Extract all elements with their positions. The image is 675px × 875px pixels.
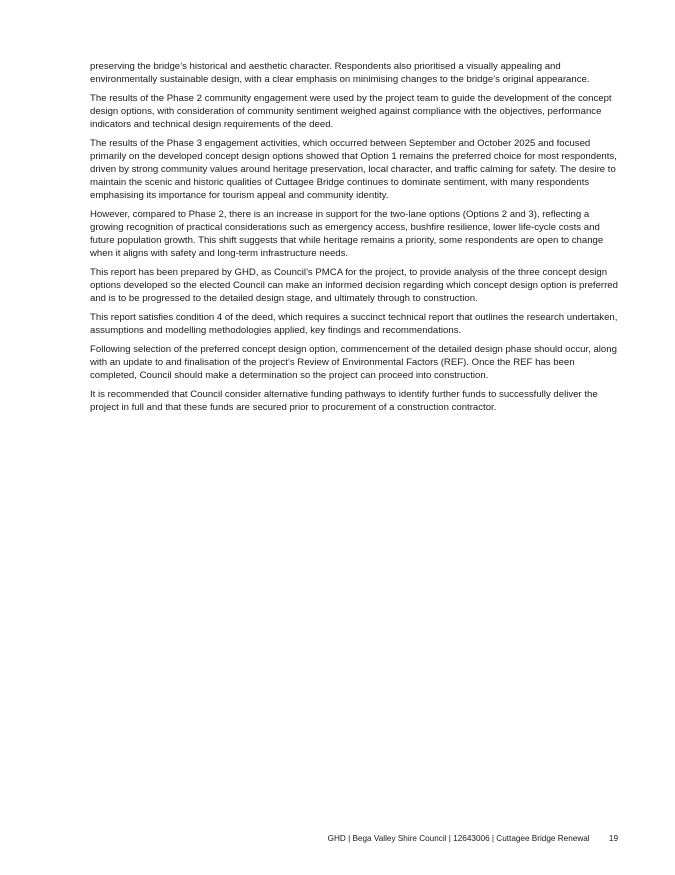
paragraph-phase3-results: The results of the Phase 3 engagement activities, which occurred between September and October 2025 and focused primarily on the developed concept design options showed that Option 1 remains the preferred choice for most respondents, driven by strong community values around heritage preservation, local character, and traffic calming for safety. The desire to maintain the scenic and historic qualities of Cuttagee Bridge continues to dominate sentiment, with many respondents emphasising its importance for tourism appeal and community identity. [90,138,617,201]
paragraph-report-purpose: This report has been prepared by GHD, as Council’s PMCA for the project, to provide analysis of the three concept design options developed so the elected Council can make an informed decision regarding which concept design option is preferred and is to be progressed to the detailed design stage, and ultimately through to construction. [90,267,618,304]
page-number: 19 [608,834,618,843]
footer-text: GHD | Bega Valley Shire Council | 12643006 | Cuttagee Bridge Renewal [327,834,590,843]
document-body [90,60,620,420]
paragraph-deed-condition: This report satisfies condition 4 of the deed, which requires a succinct technical report that outlines the research undertaken, assumptions and modelling methodologies applied, key findings and recommendations. [90,312,618,336]
paragraph-funding-recommendation: It is recommended that Council consider alternative funding pathways to identify further funds to successfully deliver the project in full and that these funds are secured prior to procurement of a construction contractor. [90,389,598,413]
paragraph-two-lane-support: However, compared to Phase 2, there is an increase in support for the two-lane options (Options 2 and 3), reflecting a growing recognition of practical considerations such as emergency access, bushfire resilience, lower life-cycle costs and future population growth. This shift suggests that while heritage remains a priority, some respondents are open to change when it aligns with safety and long-term infrastructure needs. [90,209,604,259]
paragraph-next-steps: Following selection of the preferred concept design option, commencement of the detailed design phase should occur, along with an update to and finalisation of the project’s Review of Environmental Factors (REF). Once the REF has been completed, Council should make a determination so the project can proceed into construction. [90,344,617,381]
page-footer [328,833,618,844]
paragraph-phase2-results: The results of the Phase 2 community engagement were used by the project team to guide the development of the concept design options, with consideration of community sentiment weighed against compliance with the objectives, performance indicators and technical design requirements of the deed. [90,93,612,130]
paragraph-continuation: preserving the bridge’s historical and aesthetic character. Respondents also prioritised a visually appealing and environmentally sustainable design, with a clear emphasis on minimising changes to the bridge’s original appearance. [90,61,590,85]
